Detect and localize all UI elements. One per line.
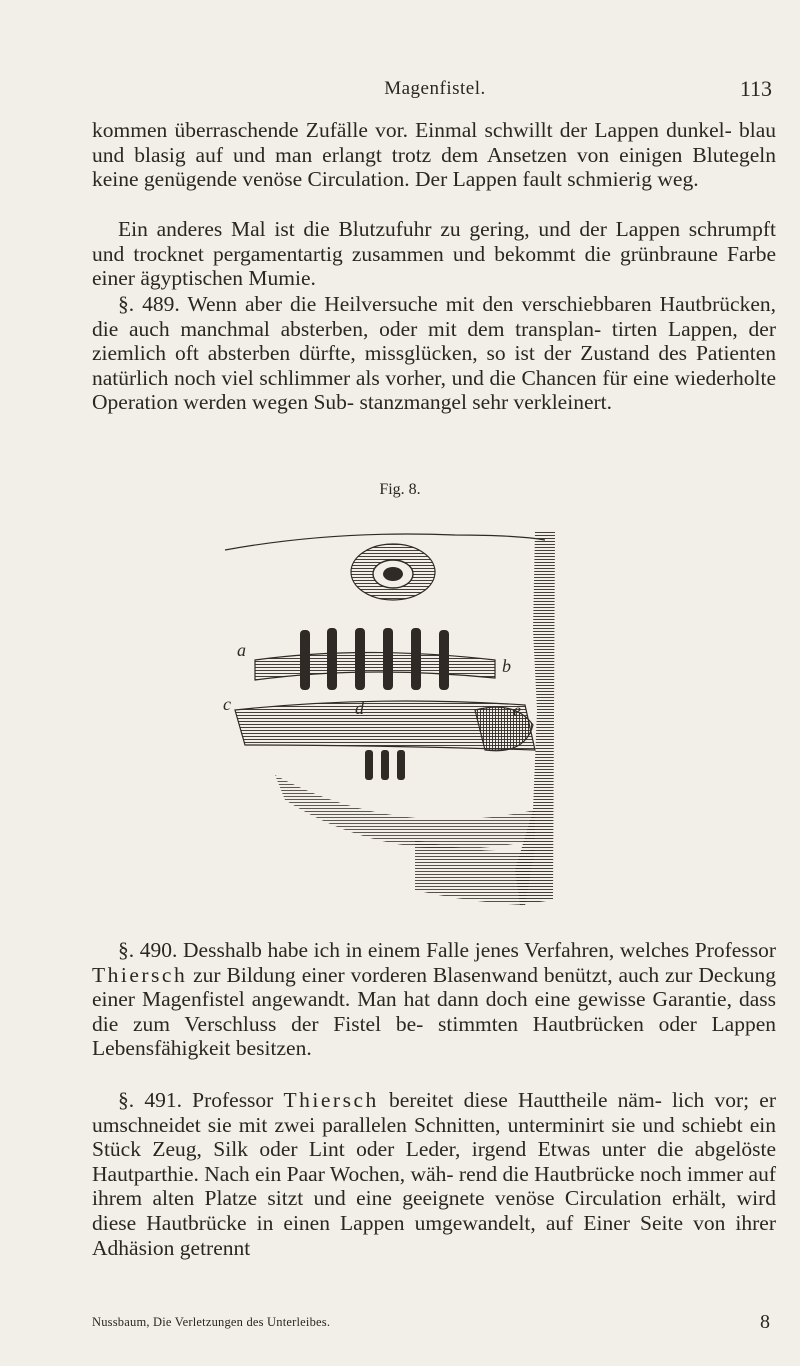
figure-caption: Fig. 8. <box>379 481 421 498</box>
paragraph-2: Ein anderes Mal ist die Blutzufuhr zu gering, und der Lappen schrumpft und trocknet pergamentartig zusammen und bekommt die grünbraune Farbe einer ägyptischen Mumie. <box>92 217 776 291</box>
footer-note: Nussbaum, Die Verletzungen des Unterleibes. <box>92 1315 331 1329</box>
paragraph-1: kommen überraschende Zufälle vor. Einmal schwillt der Lappen dunkel- blau und blasig auf und man erlangt trotz dem Ansetzen von einigen Blutegeln keine genügende venöse Circulation. Der Lappen fault schmierig weg. <box>92 118 776 192</box>
name-thiersch: Thiersch <box>92 962 188 987</box>
paragraph-491-text-b: bereitet diese Hauttheile näm- lich vor; er umschneidet sie mit zwei parallelen Schnitten, unterminirt sie und schiebt ein Stück Zeug, Silk oder Lint oder Leder, irgend Etwas unter die abgelöste Hautparthie. Nach ein Paar Wochen, wäh- rend die Hautbrücke noch immer auf ihrem alten Platze sitzt und eine geeignete venöse Circulation erhält, wird diese Hautbrücke in einen Lappen umgewandelt, auf Einer Seite von ihrer Adhäsion getrennt <box>92 1088 776 1260</box>
transverse-flap <box>235 701 535 751</box>
page-number: 113 <box>739 76 772 101</box>
paragraph-489: §. 489. Wenn aber die Heilversuche mit den verschiebbaren Hautbrücken, die auch manchmal absterben, oder mit dem transplan- tirten Lappen, der ziemlich oft absterben dürfte, missglücken, so ist der Zustand des Patienten natürlich noch viel schlimmer als vorher, und die Chancen für eine wiederholte Operation werden wegen Sub- stanzmangel sehr verkleinert. <box>92 292 776 415</box>
paragraph-490-text-b: zur Bildung einer vorderen Blasenwand benützt, auch zur Deckung einer Magenfistel angewandt. Man hat dann doch eine gewisse Garantie, dass die zum Verschluss der Fistel be- stimmten Hautbrücken oder Lappen Lebensfähigkeit besitzen. <box>92 962 776 1061</box>
figure-label-c: c <box>223 694 231 714</box>
figure-label-a: a <box>237 640 246 660</box>
figure-label-e: e <box>513 700 521 720</box>
figure-label-b: b <box>502 656 511 676</box>
figure-illustration <box>215 510 595 915</box>
name-thiersch: Thiersch <box>283 1088 379 1112</box>
paragraph-491 <box>92 1088 776 1260</box>
sutured-skin-bridge <box>255 628 495 690</box>
running-title: Magenfistel. <box>384 78 486 99</box>
paragraph-490-text-a: §. 490. Desshalb habe ich in einem Falle jenes Verfahren, welches Professor <box>118 938 776 962</box>
page-footer <box>92 1311 776 1337</box>
figure-label-d: d <box>355 698 364 718</box>
signature-mark: 8 <box>760 1311 770 1333</box>
paragraph-491-text-a: §. 491. Professor <box>118 1088 284 1112</box>
page-header <box>90 76 780 104</box>
fistula-opening <box>351 544 435 600</box>
paragraph-490 <box>92 938 776 1061</box>
lower-sutures <box>365 750 405 780</box>
